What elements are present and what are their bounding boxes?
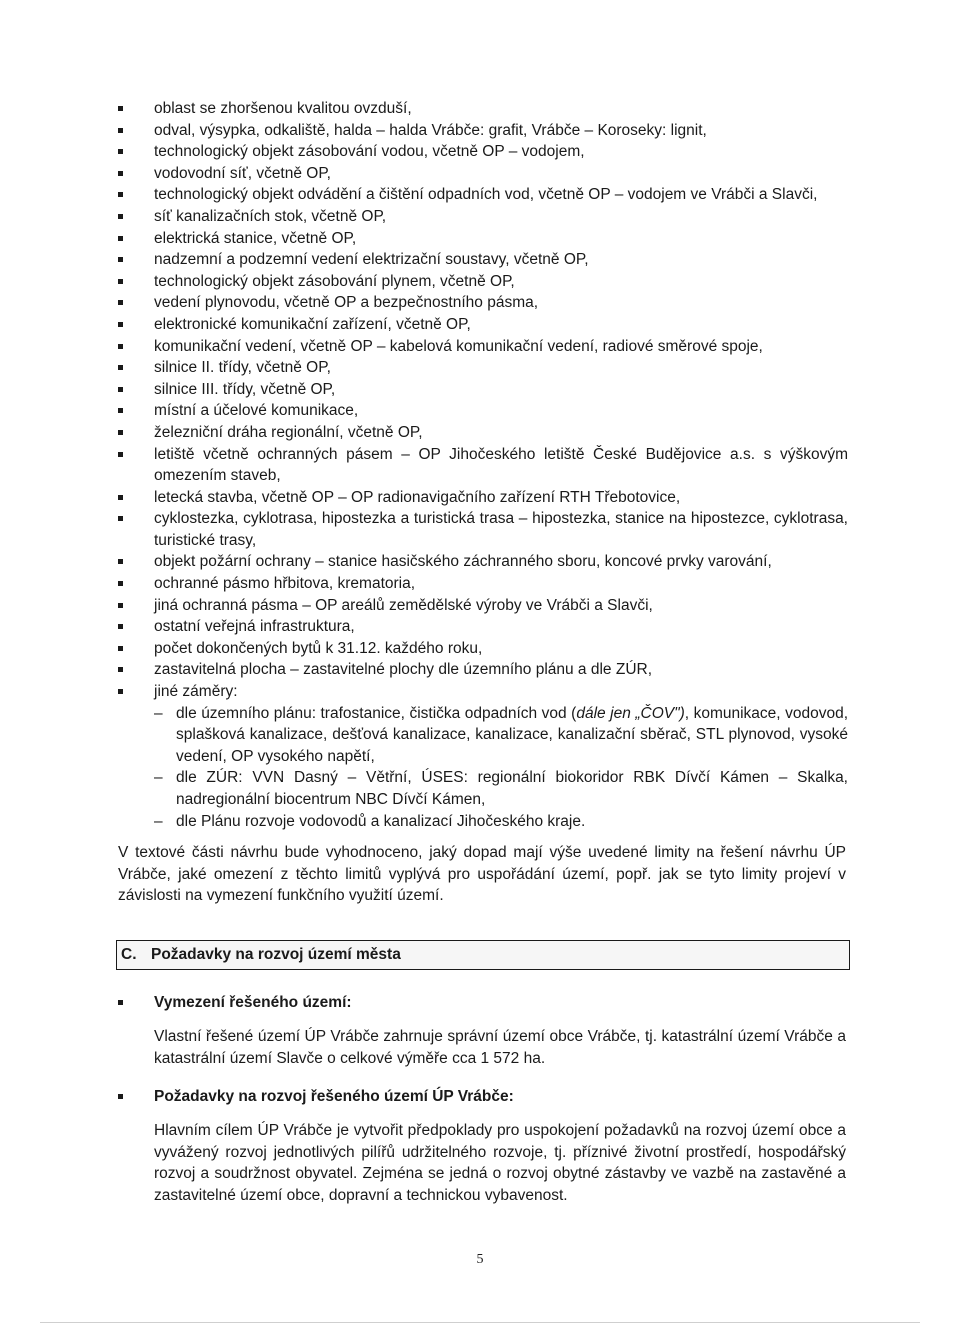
list-item: letecká stavba, včetně OP – OP radionavigačního zařízení RTH Třebotovice, xyxy=(118,487,848,509)
bullet-square xyxy=(118,322,123,327)
bullet-square xyxy=(118,1000,123,1005)
subsection-body: Vlastní řešené území ÚP Vrábče zahrnuje správní území obce Vrábče, tj. katastrální území Vrábče a katastrální území Slavče o celkové výměře cca 1 572 ha. xyxy=(154,1028,846,1067)
list-item: silnice II. třídy, včetně OP, xyxy=(118,357,848,379)
list-item: vodovodní síť, včetně OP, xyxy=(118,163,848,185)
dash-marker: – xyxy=(154,769,163,787)
list-item: železniční dráha regionální, včetně OP, xyxy=(118,422,848,444)
limits-bullet-list xyxy=(118,98,848,832)
list-item: nadzemní a podzemní vedení elektrizační soustavy, včetně OP, xyxy=(118,249,848,271)
subsection-body: Hlavním cílem ÚP Vrábče je vytvořit předpoklady pro uspokojení požadavků na rozvoj území obce a vyvážený rozvoj jednotlivých pilířů udržitelného rozvoje, tj. příznivé životní prostředí, hospodářský rozvoj a soudržnost obyvatel. Zejména se jedná o rozvoj obytné zástavby ve vazbě na zastavěné a zastavitelné území obce, dopravní a technickou vybavenost. xyxy=(154,1122,846,1204)
dash-marker: – xyxy=(154,812,163,830)
dash-marker: – xyxy=(154,704,163,722)
list-item: elektronické komunikační zařízení, včetně OP, xyxy=(118,314,848,336)
list-item: počet dokončených bytů k 31.12. každého roku, xyxy=(118,638,848,660)
page-number: 5 xyxy=(476,1252,484,1267)
list-item: odval, výsypka, odkaliště, halda – halda Vrábče: grafit, Vrábče – Koroseky: lignit, xyxy=(118,120,848,142)
sub-list-item: – dle Plánu rozvoje vodovodů a kanalizací Jihočeského kraje. xyxy=(154,811,848,833)
bullet-square xyxy=(118,365,123,370)
limits-evaluation-paragraph: V textové části návrhu bude vyhodnoceno, jaký dopad mají výše uvedené limity na řešení návrhu ÚP Vrábče, jaké omezení z těchto limitů vyplývá pro uspořádání území, popř. jak se tyto limity projeví v závislosti na vymezení funkčního využití území. xyxy=(118,844,846,905)
list-item: komunikační vedení, včetně OP – kabelová komunikační vedení, radiové směrové spoje, xyxy=(118,336,848,358)
section-letter: C. xyxy=(121,946,137,963)
bullet-square xyxy=(118,171,123,176)
list-item: síť kanalizačních stok, včetně OP, xyxy=(118,206,848,228)
list-item: ochranné pásmo hřbitova, krematoria, xyxy=(118,573,848,595)
bullet-square xyxy=(118,495,123,500)
list-item: cyklostezka, cyklotrasa, hipostezka a turistická trasa – hipostezka, stanice na hipostezce, cyklotrasa, turistické trasy, xyxy=(118,508,848,551)
list-item: technologický objekt zásobování vodou, včetně OP – vodojem, xyxy=(118,141,848,163)
sub-list-item: – dle ZÚR: VVN Dasný – Větřní, ÚSES: regionální biokoridor RBK Dívčí Kámen – Skalka, nadregionální biocentrum NBC Dívčí Kámen, xyxy=(154,769,848,808)
subsection-heading: Požadavky na rozvoj řešeného území ÚP Vrábče: xyxy=(154,1088,514,1105)
subsection-heading: Vymezení řešeného území: xyxy=(154,994,352,1011)
list-item: oblast se zhoršenou kvalitou ovzduší, xyxy=(118,98,848,120)
bullet-square xyxy=(118,516,123,521)
bullet-square xyxy=(118,667,123,672)
bullet-square xyxy=(118,214,123,219)
bullet-square xyxy=(118,257,123,262)
bullet-square xyxy=(118,279,123,284)
bullet-square xyxy=(118,387,123,392)
bullet-square xyxy=(118,149,123,154)
bullet-square xyxy=(118,646,123,651)
bullet-square xyxy=(118,128,123,133)
bullet-square xyxy=(118,1094,123,1099)
bullet-square xyxy=(118,603,123,608)
list-item: jiné záměry: – dle územního plánu: trafostanice, čistička odpadních vod (dále jen „ČOV"), komunikace, vodovod, splašková kanalizace, dešťová kanalizace, kanalizace, kanalizační sběrač, STL plynovod, vysoké vedení, OP vysokého napětí, – dle ZÚR: VVN Dasný – Větřní, ÚSES: regionální biokoridor RBK Dívčí Kámen – Skalka, nadregionální biocentrum NBC Dívčí Kámen, – dle Plánu rozvoje vodovodů a kanalizací Jihočeského kraje. xyxy=(118,681,848,832)
bullet-square xyxy=(118,106,123,111)
list-item: objekt požární ochrany – stanice hasičského záchranného sboru, koncové prvky varování, xyxy=(118,551,848,573)
section-title: Požadavky na rozvoj území města xyxy=(151,946,401,963)
list-item: elektrická stanice, včetně OP, xyxy=(118,228,848,250)
list-item: silnice III. třídy, včetně OP, xyxy=(118,379,848,401)
list-item: zastavitelná plocha – zastavitelné plochy dle územního plánu a dle ZÚR, xyxy=(118,659,848,681)
section-heading-box xyxy=(116,940,850,970)
bullet-square xyxy=(118,236,123,241)
list-item: ostatní veřejná infrastruktura, xyxy=(118,616,848,638)
list-item: místní a účelové komunikace, xyxy=(118,400,848,422)
bullet-square xyxy=(118,408,123,413)
bullet-square xyxy=(118,344,123,349)
other-plans-sublist xyxy=(154,703,848,833)
sub-list-item: – dle územního plánu: trafostanice, čistička odpadních vod (dále jen „ČOV"), komunikace, vodovod, splašková kanalizace, dešťová kanalizace, kanalizace, kanalizační sběrač, STL plynovod, vysoké vedení, OP vysokého napětí, xyxy=(154,704,849,765)
bullet-square xyxy=(118,430,123,435)
list-item: vedení plynovodu, včetně OP a bezpečnostního pásma, xyxy=(118,292,848,314)
bullet-square xyxy=(118,581,123,586)
list-item: technologický objekt zásobování plynem, včetně OP, xyxy=(118,271,848,293)
bullet-square xyxy=(118,624,123,629)
list-item: jiná ochranná pásma – OP areálů zemědělské výroby ve Vrábči a Slavči, xyxy=(118,595,848,617)
bullet-square xyxy=(118,689,123,694)
bullet-square xyxy=(118,300,123,305)
footer-divider xyxy=(40,1322,920,1323)
bullet-square xyxy=(118,559,123,564)
bullet-square xyxy=(118,452,123,457)
list-item: letiště včetně ochranných pásem – OP Jihočeského letiště České Budějovice a.s. s výškovým omezením staveb, xyxy=(118,444,848,487)
list-item: technologický objekt odvádění a čištění odpadních vod, včetně OP – vodojem ve Vrábči a Slavči, xyxy=(118,184,848,206)
bullet-square xyxy=(118,192,123,197)
